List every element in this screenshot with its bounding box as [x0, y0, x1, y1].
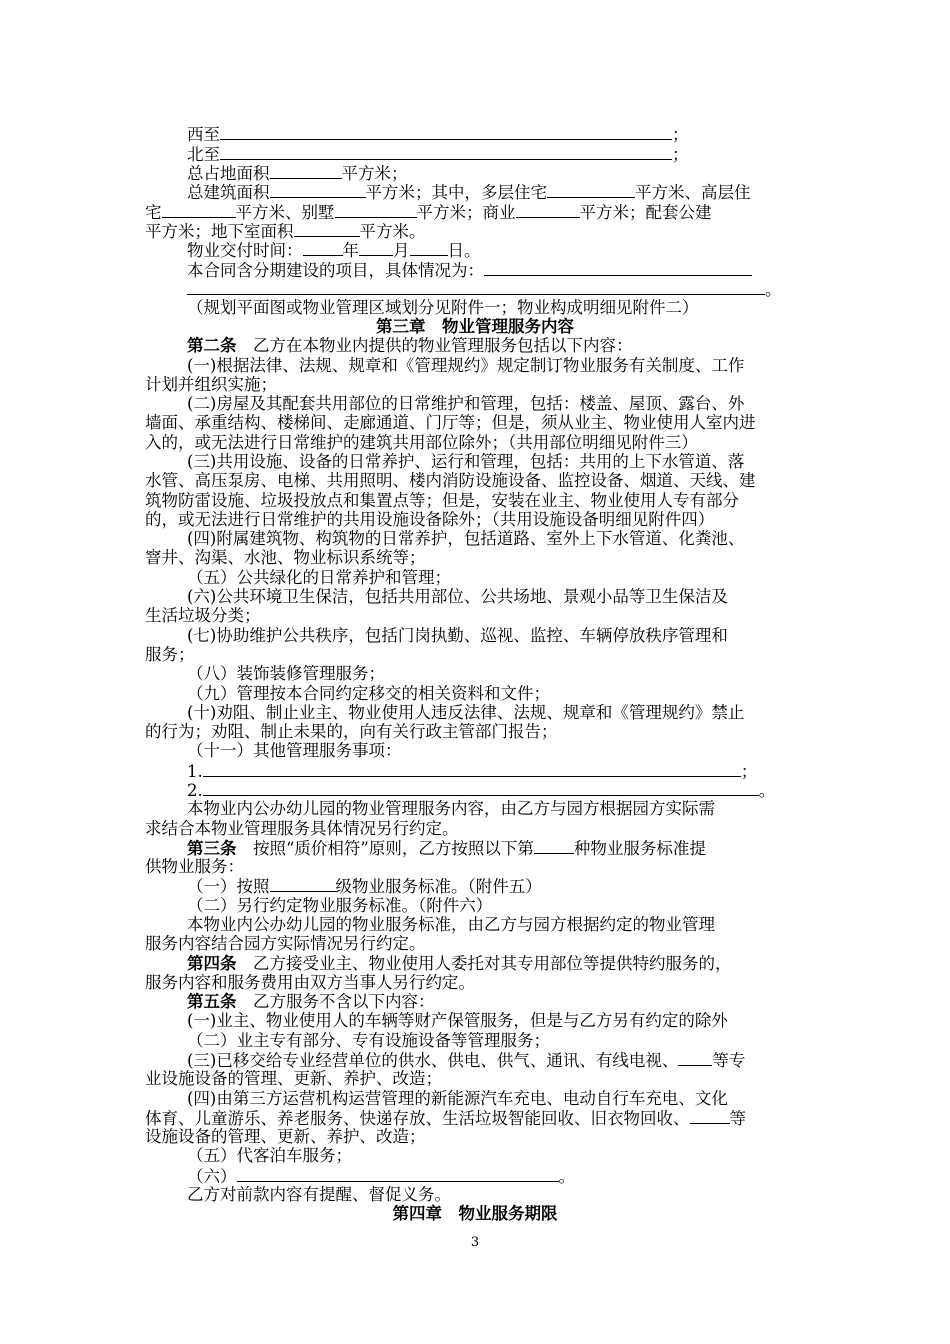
delivery-time-line: 物业交付时间： 年 月 日。: [187, 241, 481, 260]
paragraph-line: 本物业内公办幼儿园的物业管理服务内容，由乙方与园方根据园方实际需: [187, 799, 715, 818]
other-item-2: 2. 。: [187, 781, 776, 800]
paragraph-line: (二)房屋及其配套共用部位的日常维护和管理，包括：楼盖、屋顶、露台、外: [187, 394, 745, 413]
paragraph-line: (七)协助维护公共秩序，包括门岗执勤、巡视、监控、车辆停放秩序管理和: [187, 626, 728, 645]
north-boundary-line: 北至 ；: [187, 145, 689, 164]
blank-field[interactable]: [534, 838, 574, 854]
blank-field[interactable]: [690, 1108, 730, 1124]
article-5-intro: 第五条 乙方服务不含以下内容：: [187, 992, 435, 1011]
paragraph-line: 求结合本物业管理服务具体情况另行约定。: [145, 819, 459, 838]
blank-field[interactable]: [270, 876, 336, 892]
blank-field[interactable]: [294, 221, 360, 237]
blank-field[interactable]: [203, 780, 759, 796]
standard-option-1: （一）按照 级物业服务标准。（附件五）: [187, 877, 542, 896]
blank-field[interactable]: [335, 202, 417, 218]
paragraph-line: 入的，或无法进行日常维护的建筑共用部位除外；（共用部位明细见附件三）: [145, 433, 698, 452]
build-area-line-1: 总建筑面积 平方米；其中，多层住宅 平方米、高层住: [187, 183, 751, 202]
standard-option-2: （二）另行约定物业服务标准。（附件六）: [187, 896, 493, 915]
paragraph-line: (六)公共环境卫生保洁，包括共用部位、公共场地、景观小品等卫生保洁及: [187, 587, 728, 606]
paragraph-line: 的，或无法进行日常维护的共用设施设备除外；（共用设施设备明细见附件四）: [145, 510, 715, 529]
paragraph-line: 服务内容结合园方实际情况另行约定。: [145, 934, 426, 953]
blank-field[interactable]: [678, 1050, 712, 1066]
paragraph-line: （十一）其他管理服务事项：: [187, 741, 402, 760]
paragraph-line: (一)根据法律、法规、规章和《管理规约》规定制订物业服务有关制度、工作: [187, 356, 745, 375]
blank-field[interactable]: [187, 279, 765, 295]
exclusion-3-line: (三)已移交给专业经营单位的供水、供电、供气、通讯、有线电视、 等专: [187, 1051, 746, 1070]
phased-project-line-2: 。: [187, 279, 805, 300]
paragraph-line: （五）公共绿化的日常养护和管理；: [187, 568, 451, 587]
exclusion-6-line: （六） 。: [187, 1167, 575, 1186]
west-boundary-line: 西至 ；: [187, 125, 689, 144]
build-area-line-2: 宅 平方米、别墅 平方米；商业 平方米；配套公建: [145, 203, 712, 222]
paragraph-line: 设施设备的管理、更新、养护、改造；: [145, 1127, 426, 1146]
article-label: 第二条: [187, 336, 237, 355]
chapter-4-title: 第四章 物业服务期限: [392, 1204, 558, 1223]
paragraph-line: （五）代客泊车服务；: [187, 1146, 352, 1165]
blank-field[interactable]: [270, 163, 342, 179]
blank-field[interactable]: [303, 240, 343, 256]
article-label: 第三条: [187, 839, 237, 858]
paragraph-line: （九）管理按本合同约定移交的相关资料和文件；: [187, 684, 550, 703]
blank-field[interactable]: [220, 124, 672, 140]
paragraph-line: (四)附属建筑物、构筑物的日常养护，包括道路、室外上下水管道、化粪池、: [187, 529, 745, 548]
page-number: 3: [470, 1235, 480, 1250]
paragraph-line: 筑物防雷设施、垃圾投放点和集置点等；但是，安装在业主、物业使用人专有部分: [145, 491, 739, 510]
blank-field[interactable]: [410, 240, 448, 256]
phased-project-line: 本合同含分期建设的项目，具体情况为：: [187, 260, 805, 281]
chapter-3-title: 第三章 物业管理服务内容: [376, 317, 574, 336]
blank-field[interactable]: [237, 1166, 559, 1182]
blank-field[interactable]: [516, 202, 580, 218]
paragraph-line: 生活垃圾分类；: [145, 606, 261, 625]
paragraph-line: 服务；: [145, 645, 195, 664]
paragraph-line: 计划并组织实施；: [145, 375, 277, 394]
paragraph-line: 本物业内公办幼儿园的物业服务标准，由乙方与园方根据约定的物业管理: [187, 915, 715, 934]
article-4-intro: 第四条 乙方接受业主、物业使用人委托对其专用部位等提供特约服务的，: [187, 954, 732, 973]
paragraph-line: 供物业服务：: [145, 857, 244, 876]
paragraph-line: 的行为；劝阻、制止未果的，向有关行政主管部门报告；: [145, 722, 558, 741]
blank-field[interactable]: [203, 761, 741, 777]
article-3-intro: 第三条 按照“质价相符”原则，乙方按照以下第 种物业服务标准提: [187, 839, 706, 858]
paragraph-line: 墙面、承重结构、楼梯间、走廊通道、门厅等；但是，须从业主、物业使用人室内进: [145, 413, 756, 432]
paragraph-line: 水管、高压泵房、电梯、共用照明、楼内消防设施设备、监控设备、烟道、天线、建: [145, 471, 756, 490]
annex-note: （规划平面图或物业管理区域划分见附件一；物业构成明细见附件二）: [187, 298, 699, 317]
paragraph-line: (十)劝阻、制止业主、物业使用人违反法律、法规、规章和《管理规约》禁止: [187, 703, 745, 722]
paragraph-line: 窨井、沟渠、水池、物业标识系统等；: [145, 548, 426, 567]
blank-field[interactable]: [547, 182, 635, 198]
blank-field[interactable]: [484, 260, 752, 276]
paragraph-line: （二）业主专有部分、专有设施设备等管理服务；: [187, 1031, 550, 1050]
exclusion-4-line: 体育、儿童游乐、养老服务、快递存放、生活垃圾智能回收、旧衣物回收、 等: [145, 1109, 746, 1128]
paragraph-line: 业设施设备的管理、更新、养护、改造；: [145, 1069, 442, 1088]
paragraph-line: (三)共用设施、设备的日常养护、运行和管理，包括：共用的上下水管道、落: [187, 452, 745, 471]
paragraph-line: (一)业主、物业使用人的车辆等财产保管服务，但是与乙方另有约定的除外: [187, 1011, 728, 1030]
article-label: 第四条: [187, 954, 237, 973]
paragraph-line: （八）装饰装修管理服务；: [187, 664, 385, 683]
build-area-line-3: 平方米；地下室面积 平方米。: [145, 222, 426, 241]
land-area-line: 总占地面积 平方米；: [187, 164, 408, 183]
article-2-intro: 第二条 乙方在本物业内提供的物业管理服务包括以下内容：: [187, 336, 633, 355]
blank-field[interactable]: [220, 144, 672, 160]
blank-field[interactable]: [270, 182, 366, 198]
blank-field[interactable]: [162, 202, 236, 218]
paragraph-line: 服务内容和服务费用由双方当事人另行约定。: [145, 973, 475, 992]
blank-field[interactable]: [359, 240, 393, 256]
paragraph-line: (四)由第三方运营机构运营管理的新能源汽车充电、电动自行车充电、文化: [187, 1089, 728, 1108]
article-label: 第五条: [187, 992, 237, 1011]
paragraph-line: 乙方对前款内容有提醒、督促义务。: [187, 1185, 451, 1204]
other-item-1: 1. ；: [187, 762, 758, 781]
